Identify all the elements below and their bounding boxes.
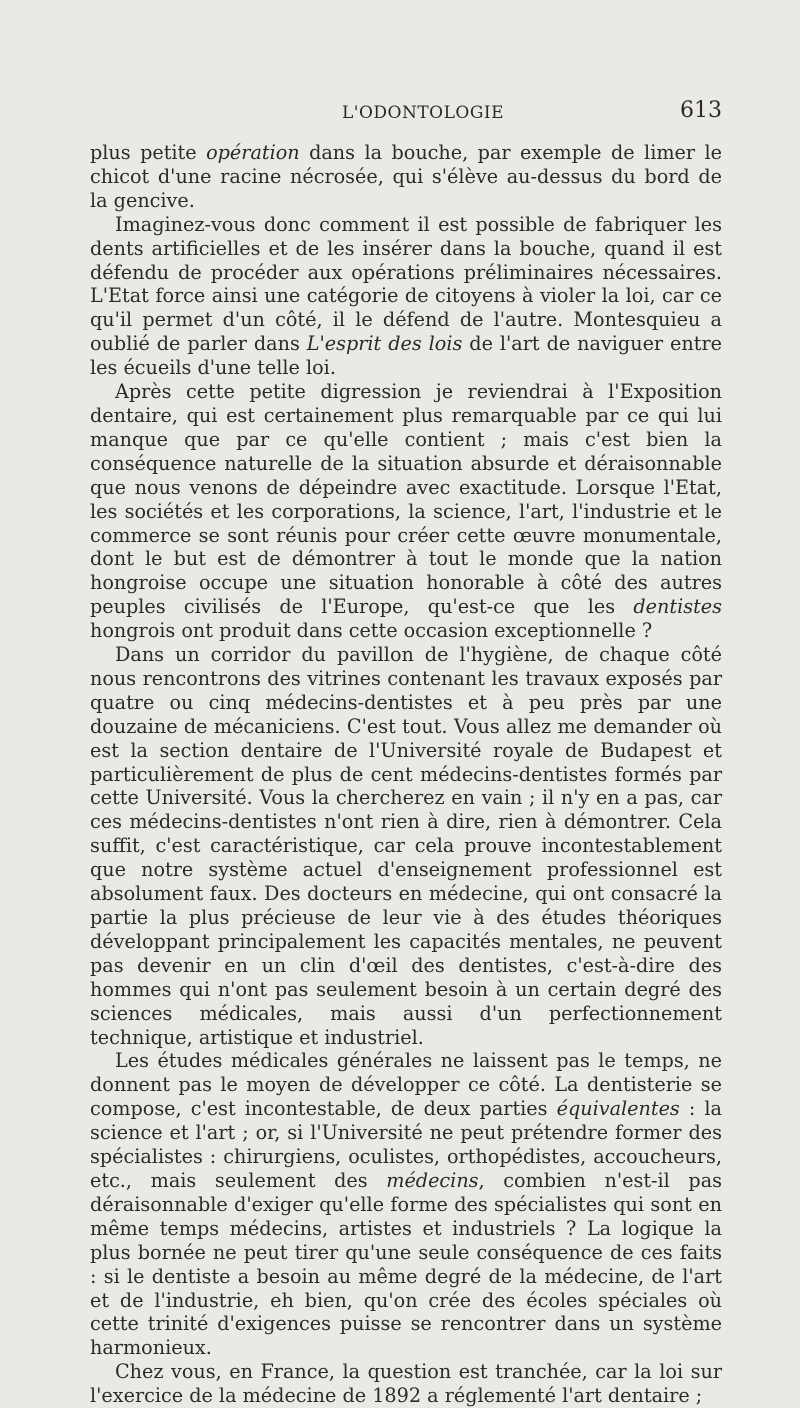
text-run: , combien n'est-il pas déraisonnable d'exiger qu'elle forme des spécialistes qui sont en même temps médecins, artistes et industriels ? La logique la plus bornée ne peut tirer qu'une seule conséquence de ces faits : si le dentiste a besoin au même degré de la médecine, de l'art et de l'industrie, eh bien, qu'on crée des écoles spéciales où cette trinité d'exigences puisse se rencontrer dans un système harmonieux. [90, 1168, 722, 1360]
paragraph-3 [90, 380, 722, 643]
paragraph-1 [90, 141, 722, 213]
text-run: plus petite [90, 141, 207, 164]
text-run: : la science et l'art ; or, si l'Université ne peut prétendre former des spécialistes : chirurgiens, oculistes, orthopédistes, accoucheurs, etc., mais seulement des [90, 1097, 723, 1192]
italic-run: L'esprit des lois [306, 332, 463, 356]
italic-run: équivalentes [556, 1097, 680, 1121]
page-number: 613 [680, 98, 722, 123]
body-text [90, 141, 722, 1408]
running-head: L'ODONTOLOGIE [342, 103, 505, 123]
paragraph-2 [90, 213, 722, 380]
text-run: Après cette petite digression je reviendrai à l'Exposition dentaire, qui est certainement plus remarquable par ce qui lui manque que par ce qu'elle contient ; mais c'est bien la conséquence naturelle de la situation absurde et déraisonnable que nous venons de dépeindre avec exactitude. Lorsque l'Etat, les sociétés et les corporations, la science, l'art, l'industrie et le commerce se sont réunis pour créer cette œuvre monumentale, dont le but est de démontrer à tout le monde que la nation hongroise occupe une situation honorable à côté des autres peuples civilisés de l'Europe, qu'est-ce que les [90, 380, 722, 619]
text-run: Les études médicales générales ne laissent pas le temps, ne donnent pas le moyen de développer ce côté. La dentisterie se compose, c'est incontestable, de deux parties [90, 1049, 722, 1121]
text-run: Chez vous, en France, la question est tranchée, car la loi sur l'exercice de la médecine de 1892 a réglementé l'art dentaire ; [90, 1360, 722, 1408]
paragraph-5 [90, 1049, 722, 1360]
text-run: Dans un corridor du pavillon de l'hygiène, de chaque côté nous rencontrons des vitrines contenant les travaux exposés par quatre ou cinq médecins-dentistes et à peu près par une douzaine de mécaniciens. C'est tout. Vous allez me demander où est la section dentaire de l'Université royale de Budapest et particulièrement de plus de cent médecins-dentistes formés par cette Université. Vous la chercherez en vain ; il n'y en a pas, car ces médecins-dentistes n'ont rien à dire, rien à démontrer. Cela suffit, c'est caractéristique, car cela prouve incontestablement que notre système actuel d'enseignement professionnel est absolument faux. Des docteurs en médecine, qui ont consacré la partie la plus précieuse de leur vie à des études théoriques développant principalement les capacités mentales, ne peuvent pas devenir en un clin d'œil des dentistes, c'est-à-dire des hommes qui n'ont pas seulement besoin à un certain degré des sciences médicales, mais aussi d'un perfectionnement technique, artistique et industriel. [90, 643, 722, 1049]
text-run: de l'art de naviguer entre les écueils d'une telle loi. [90, 332, 723, 380]
paragraph-4 [90, 643, 722, 1049]
italic-run: opération [206, 141, 300, 164]
paragraph-6 [90, 1360, 722, 1408]
text-run: Imaginez-vous donc comment il est possible de fabriquer les dents artificielles et de les insérer dans la bouche, quand il est défendu de procéder aux opérations préliminaires nécessaires. L'Etat force ainsi une catégorie de citoyens à violer la loi, car ce qu'il permet d'un côté, il le défend de l'autre. Montesquieu a oublié de parler dans [90, 212, 722, 356]
page-header [92, 98, 722, 132]
italic-run: dentistes [633, 595, 722, 619]
text-run: dans la bouche, par exemple de limer le chicot d'une racine nécrosée, qui s'élève au-dessus du bord de la gencive. [90, 141, 722, 212]
italic-run: médecins [386, 1168, 479, 1192]
text-run: hongrois ont produit dans cette occasion exceptionnelle ? [90, 619, 653, 643]
